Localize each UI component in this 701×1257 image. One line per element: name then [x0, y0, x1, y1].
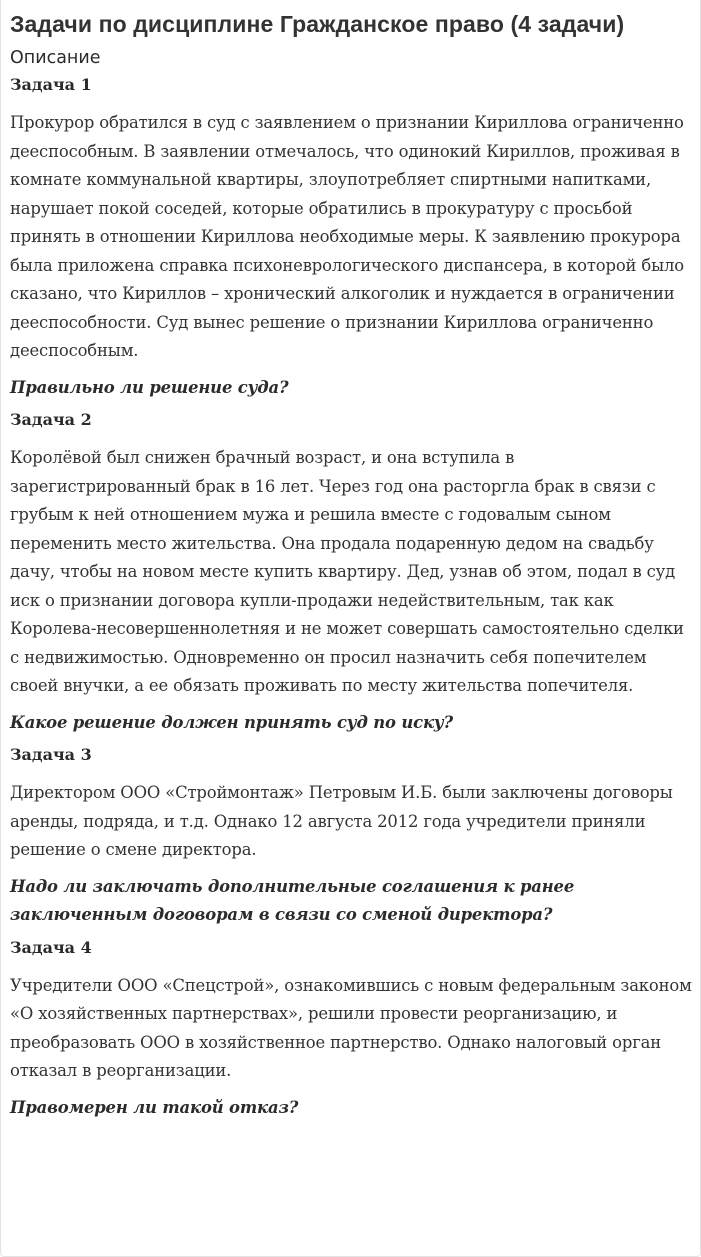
task-1: [10, 71, 692, 402]
task-heading: Задача 1: [10, 75, 92, 94]
task-heading: Задача 4: [10, 937, 92, 957]
task-question: Какое решение должен принять суд по иску?: [10, 712, 453, 732]
task-2: [10, 406, 692, 737]
description-label: Описание: [10, 48, 101, 68]
page-title: Задачи по дисциплине Гражданское право (4 задачи): [10, 11, 625, 37]
task-body: Директором ООО «Строймонтаж» Петровым И.Б. были заключены договоры аренды, подряда, и т.д. Однако 12 августа 2012 года учредители приняли решение о смене директора.: [10, 783, 673, 859]
task-3: [10, 741, 692, 930]
task-body: Королёвой был снижен брачный возраст, и она вступила в зарегистрированный брак в 16 лет. Через год она расторгла брак в связи с грубым к ней отношением мужа и решила вместе с годовалым сыном переменить место жительства. Она продала подаренную дедом на свадьбу дачу, чтобы на новом месте купить квартиру. Дед, узнав об этом, подал в суд иск о признании договора купли-продажи недействительным, так как Королева-несовершеннолетняя и не может совершать самостоятельно сделки с недвижимостью. Одновременно он просил назначить себя попечителем своей внучки, а ее обязать проживать по месту жительства попечителя.: [10, 448, 684, 695]
task-4: [10, 934, 692, 1123]
task-question: Правомерен ли такой отказ?: [10, 1097, 299, 1117]
task-question: Надо ли заключать дополнительные соглашения к ранее заключенным договорам в связи со сменой директора?: [10, 876, 575, 924]
task-question: Правильно ли решение суда?: [10, 377, 289, 397]
task-body: Учредители ООО «Спецстрой», ознакомившись с новым федеральным законом «О хозяйственных партнерствах», решили провести реорганизацию, и преобразовать ООО в хозяйственное партнерство. Однако налоговый орган отказал в реорганизации.: [10, 975, 692, 1080]
task-body: Прокурор обратился в суд с заявлением о признании Кириллова ограниченно дееспособным. В заявлении отмечалось, что одинокий Кириллов, проживая в комнате коммунальной квартиры, злоупотребляет спиртными напитками, нарушает покой соседей, которые обратились в прокуратуру с просьбой принять в отношении Кириллова необходимые меры. К заявлению прокурора была приложена справка психоневрологического диспансера, в которой было сказано, что Кириллов – хронический алкоголик и нуждается в ограничении дееспособности. Суд вынес решение о признании Кириллова ограниченно дееспособным.: [10, 113, 684, 360]
task-heading: Задача 2: [10, 410, 92, 429]
task-heading: Задача 3: [10, 745, 92, 764]
